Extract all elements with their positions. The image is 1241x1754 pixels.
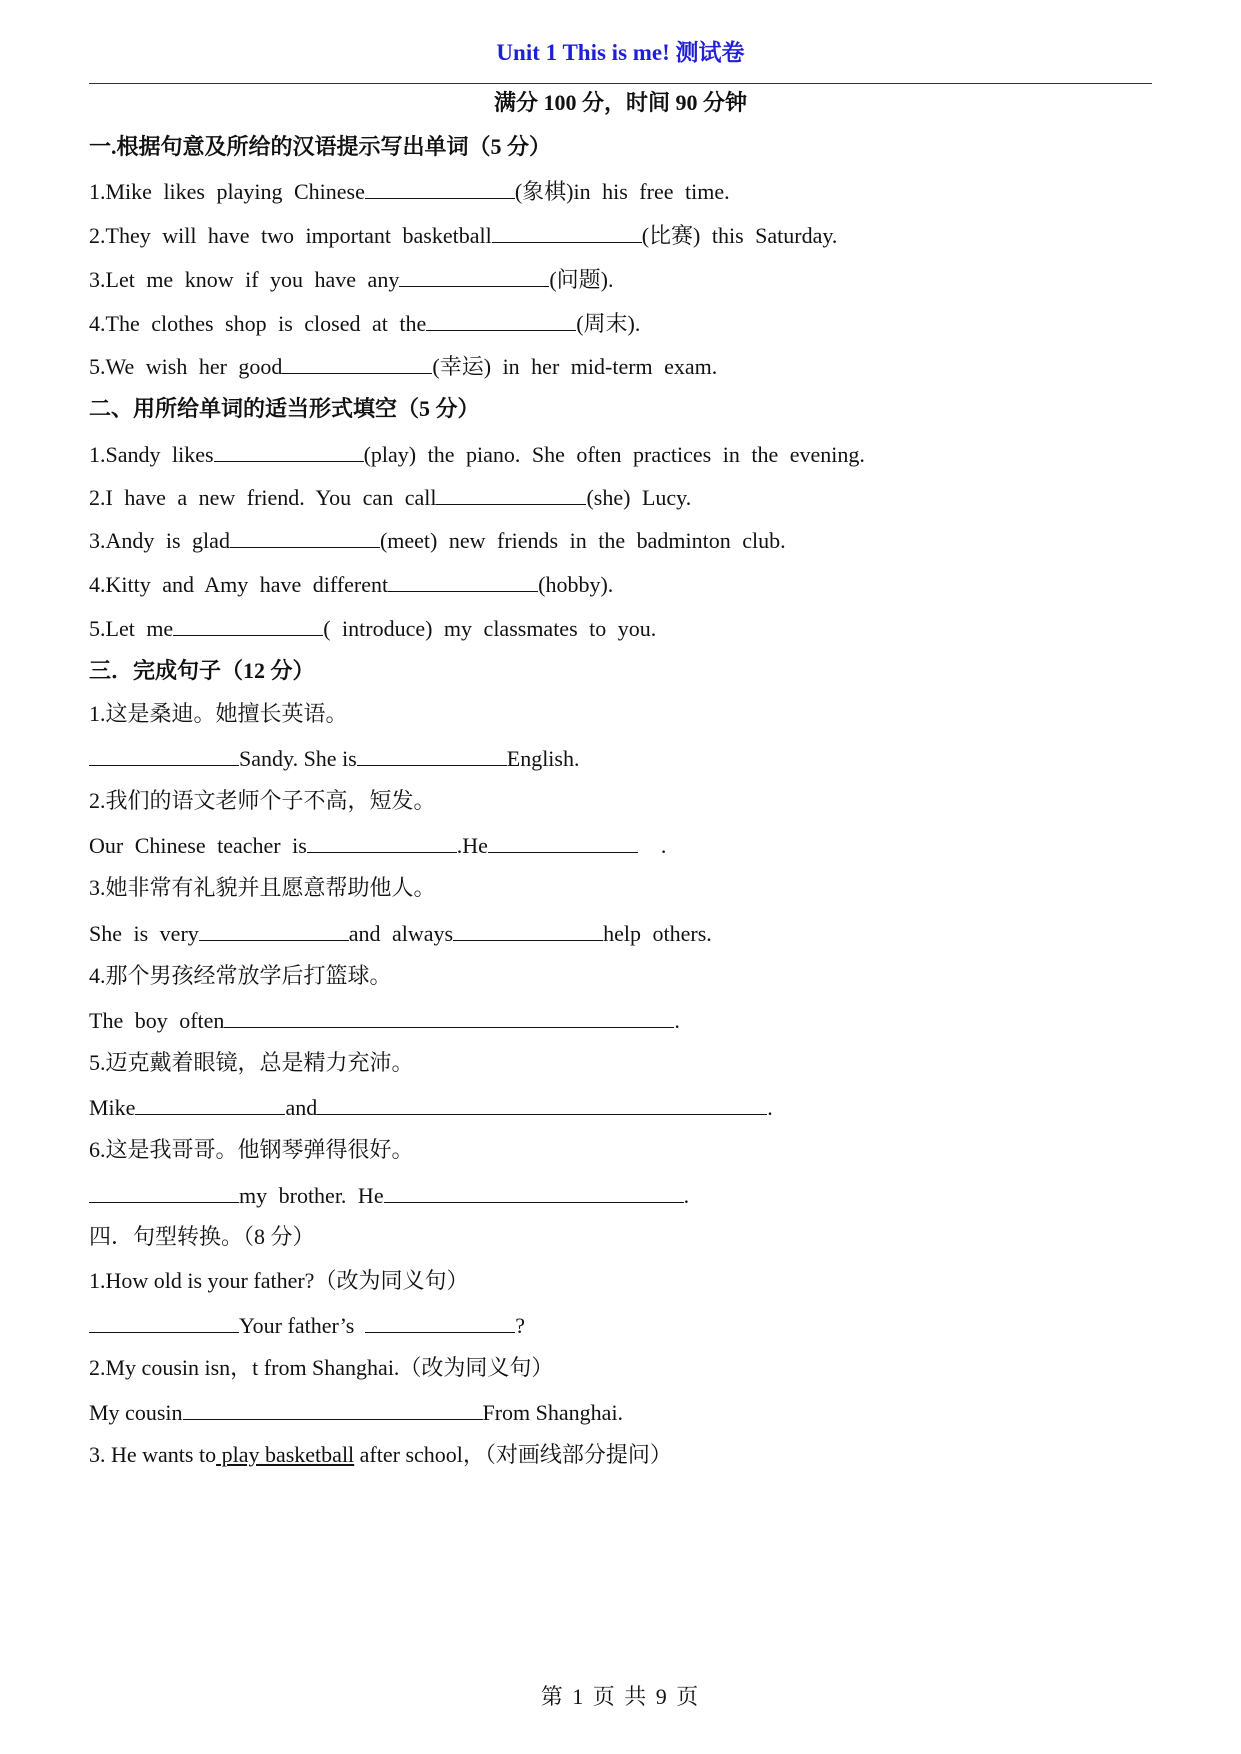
s1-q5 bbox=[89, 351, 717, 382]
answer-blank[interactable] bbox=[89, 1180, 239, 1203]
s4-q2-answer bbox=[89, 1397, 623, 1428]
s1-q5-text: 5.We wish her good bbox=[89, 354, 283, 379]
s3-q6-tail: . bbox=[683, 1183, 690, 1208]
s2-q1 bbox=[89, 439, 865, 470]
s4-q1-text: Your father’s bbox=[239, 1313, 355, 1338]
section-1-title: 一.根据句意及所给的汉语提示写出单词（5 分） bbox=[89, 134, 552, 159]
s2-q1-text: 1.Sandy likes bbox=[89, 442, 214, 467]
s4-q1-question: 1.How old is your father?（改为同义句） bbox=[89, 1268, 469, 1293]
s3-q1-text: Sandy. She is bbox=[239, 746, 357, 771]
s2-q4-hint: (hobby). bbox=[538, 572, 614, 597]
s3-q2-answer bbox=[89, 830, 666, 861]
s4-q3-underlined: play basketball bbox=[216, 1442, 355, 1467]
s4-q2-question: 2.My cousin isn，t from Shanghai.（改为同义句） bbox=[89, 1355, 554, 1380]
s4-q2-tail: From Shanghai. bbox=[482, 1400, 624, 1425]
answer-blank[interactable] bbox=[357, 743, 507, 766]
answer-blank[interactable] bbox=[399, 264, 549, 287]
s3-q5-answer bbox=[89, 1092, 773, 1123]
s3-q5-text: Mike bbox=[89, 1095, 136, 1120]
answer-blank[interactable] bbox=[230, 525, 380, 548]
s4-q1-tail: ? bbox=[515, 1313, 526, 1338]
score-note: 满分 100 分，时间 90 分钟 bbox=[493, 90, 747, 115]
s2-q5-text: 5.Let me bbox=[89, 616, 174, 641]
s1-q3 bbox=[89, 264, 613, 295]
answer-blank[interactable] bbox=[436, 482, 586, 505]
answer-blank[interactable] bbox=[135, 1092, 285, 1115]
s1-q5-hint: (幸运) in her mid-term exam. bbox=[432, 354, 718, 379]
s1-q3-hint: (问题). bbox=[549, 267, 614, 292]
header-rule bbox=[89, 83, 1152, 84]
answer-blank[interactable] bbox=[183, 1397, 483, 1420]
s3-q4-answer bbox=[89, 1005, 680, 1036]
s3-q5-mid: and bbox=[285, 1095, 318, 1120]
s3-q2-mid: .He bbox=[456, 833, 488, 858]
s1-q4-hint: (周末). bbox=[576, 311, 641, 336]
s3-q1-chinese: 1.这是桑迪。她擅长英语。 bbox=[89, 701, 348, 726]
answer-blank[interactable] bbox=[453, 918, 603, 941]
s1-q3-text: 3.Let me know if you have any bbox=[89, 267, 400, 292]
s2-q3 bbox=[89, 525, 786, 556]
section-4-title: 四．句型转换。（8 分） bbox=[89, 1224, 315, 1249]
s3-q5-chinese: 5.迈克戴着眼镜，总是精力充沛。 bbox=[89, 1050, 414, 1075]
page-number: 第 1 页 共 9 页 bbox=[540, 1684, 701, 1709]
answer-blank[interactable] bbox=[173, 613, 323, 636]
s3-q3-text: She is very bbox=[89, 921, 199, 946]
answer-blank[interactable] bbox=[89, 743, 239, 766]
s3-q3-chinese: 3.她非常有礼貌并且愿意帮助他人。 bbox=[89, 875, 436, 900]
answer-blank[interactable] bbox=[282, 351, 432, 374]
s3-q5-tail: . bbox=[767, 1095, 773, 1120]
s2-q4 bbox=[89, 569, 613, 600]
s3-q2-chinese: 2.我们的语文老师个子不高，短发。 bbox=[89, 788, 436, 813]
answer-blank[interactable] bbox=[492, 220, 642, 243]
s1-q2 bbox=[89, 220, 837, 251]
s2-q2-text: 2.I have a new friend. You can call bbox=[89, 485, 437, 510]
s2-q2-hint: (she) Lucy. bbox=[586, 485, 692, 510]
s4-q3-question bbox=[89, 1440, 672, 1470]
s1-q2-hint: (比赛) this Saturday. bbox=[641, 223, 838, 248]
answer-blank[interactable] bbox=[388, 569, 538, 592]
s3-q1-answer bbox=[89, 743, 579, 774]
s1-q2-text: 2.They will have two important basketball bbox=[89, 223, 492, 248]
answer-blank[interactable] bbox=[199, 918, 349, 941]
s3-q4-tail: . bbox=[674, 1008, 680, 1033]
answer-blank[interactable] bbox=[384, 1180, 684, 1203]
answer-blank[interactable] bbox=[488, 830, 638, 853]
s2-q5-hint: ( introduce) my classmates to you. bbox=[323, 616, 657, 641]
s1-q4 bbox=[89, 308, 640, 339]
section-3-title: 三．完成句子（12 分） bbox=[89, 658, 315, 683]
s2-q3-hint: (meet) new friends in the badminton club. bbox=[379, 528, 786, 553]
s2-q2 bbox=[89, 482, 691, 513]
s3-q4-chinese: 4.那个男孩经常放学后打篮球。 bbox=[89, 963, 392, 988]
answer-blank[interactable] bbox=[89, 1310, 239, 1333]
answer-blank[interactable] bbox=[224, 1005, 674, 1028]
s2-q5 bbox=[89, 613, 656, 644]
s3-q6-chinese: 6.这是我哥哥。他钢琴弹得很好。 bbox=[89, 1137, 414, 1162]
s4-q2-text: My cousin bbox=[89, 1400, 183, 1425]
s3-q2-tail: . bbox=[660, 833, 667, 858]
s1-q1-text: 1.Mike likes playing Chinese bbox=[89, 179, 365, 204]
s3-q3-tail: help others. bbox=[603, 921, 712, 946]
s1-q1 bbox=[89, 176, 730, 207]
s3-q6-answer bbox=[89, 1180, 689, 1211]
s3-q3-answer bbox=[89, 918, 712, 949]
s2-q3-text: 3.Andy is glad bbox=[89, 528, 230, 553]
answer-blank[interactable] bbox=[426, 308, 576, 331]
section-2-title: 二、用所给单词的适当形式填空（5 分） bbox=[89, 396, 480, 421]
answer-blank[interactable] bbox=[365, 1310, 515, 1333]
header-title: Unit 1 This is me! 测试卷 bbox=[496, 40, 745, 65]
answer-blank[interactable] bbox=[307, 830, 457, 853]
s3-q4-text: The boy often bbox=[89, 1008, 225, 1033]
s1-q1-hint: (象棋)in his free time. bbox=[514, 179, 730, 204]
answer-blank[interactable] bbox=[317, 1092, 767, 1115]
s4-q3-text: 3. He wants to bbox=[89, 1442, 217, 1467]
s2-q1-hint: (play) the piano. She often practices in the evening. bbox=[363, 442, 865, 467]
s3-q3-mid: and always bbox=[348, 921, 454, 946]
s3-q6-text: my brother. He bbox=[239, 1183, 384, 1208]
s3-q2-text: Our Chinese teacher is bbox=[89, 833, 307, 858]
answer-blank[interactable] bbox=[214, 439, 364, 462]
s1-q4-text: 4.The clothes shop is closed at the bbox=[89, 311, 427, 336]
s3-q1-tail: English. bbox=[506, 746, 580, 771]
s2-q4-text: 4.Kitty and Amy have different bbox=[89, 572, 389, 597]
s4-q3-tail: after school，（对画线部分提问） bbox=[354, 1442, 672, 1467]
s4-q1-answer bbox=[89, 1310, 525, 1341]
answer-blank[interactable] bbox=[365, 176, 515, 199]
